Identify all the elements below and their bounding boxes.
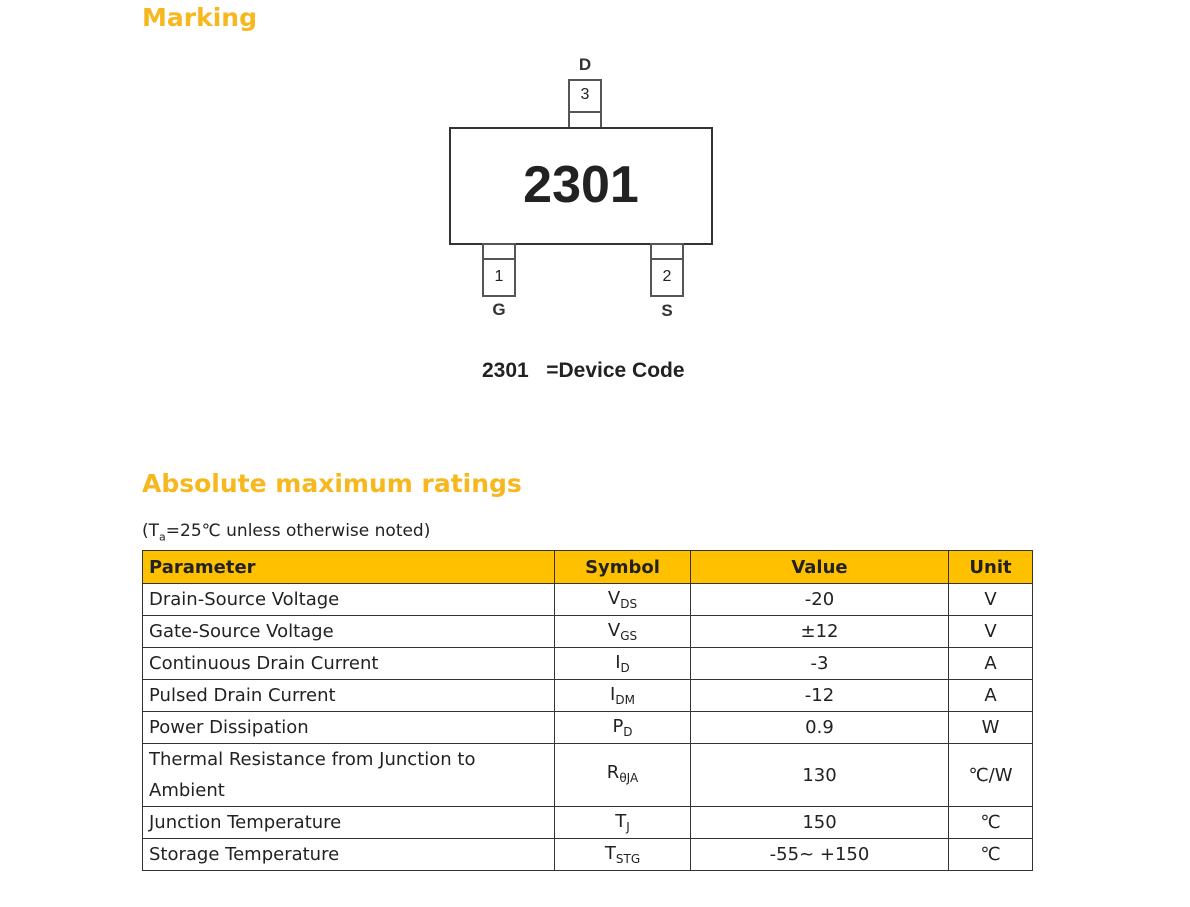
table-row [143, 648, 1033, 680]
value-cell: 0.9 [691, 712, 949, 744]
header-value: Value [691, 551, 949, 584]
symbol-cell [555, 584, 691, 616]
unit-cell: ℃ [949, 839, 1033, 871]
pin-2-number: 2 [662, 268, 672, 285]
note-suffix: =25℃ unless otherwise noted) [165, 521, 431, 541]
pin-3-divider [568, 111, 602, 113]
symbol-main: I [615, 652, 621, 673]
note-subscript: a [159, 530, 166, 544]
parameter-line-2: Ambient [149, 780, 225, 801]
ratings-table [142, 550, 1033, 871]
marking-title: Marking [142, 3, 257, 32]
symbol-cell [555, 616, 691, 648]
table-row [143, 680, 1033, 712]
parameter-cell: Storage Temperature [143, 839, 555, 871]
table-row [143, 744, 1033, 807]
unit-cell: ℃ [949, 807, 1033, 839]
table-row [143, 807, 1033, 839]
symbol-cell [555, 712, 691, 744]
pin-3-number: 3 [580, 86, 590, 103]
unit-cell: V [949, 584, 1033, 616]
ratings-table-body [143, 584, 1033, 871]
symbol-subscript: θJA [619, 770, 639, 785]
symbol-subscript: STG [615, 852, 641, 866]
table-row [143, 616, 1033, 648]
parameter-cell: Gate-Source Voltage [143, 616, 555, 648]
symbol-cell [555, 680, 691, 712]
device-code-marking: 2301 [523, 156, 639, 214]
unit-cell: V [949, 616, 1033, 648]
parameter-cell: Drain-Source Voltage [143, 584, 555, 616]
symbol-main: I [610, 684, 616, 705]
header-symbol: Symbol [555, 551, 691, 584]
pin-g-label: G [492, 300, 506, 319]
symbol-main: T [615, 811, 627, 832]
parameter-cell: Continuous Drain Current [143, 648, 555, 680]
symbol-subscript: GS [620, 629, 638, 643]
symbol-main: V [607, 620, 621, 641]
symbol-main: V [607, 588, 621, 609]
symbol-main: P [612, 716, 624, 737]
value-cell: 130 [691, 744, 949, 807]
symbol-cell [555, 648, 691, 680]
value-cell: -3 [691, 648, 949, 680]
pin-d-label: D [578, 55, 592, 74]
table-row [143, 712, 1033, 744]
table-header-row [143, 551, 1033, 584]
table-row [143, 839, 1033, 871]
unit-cell: ℃/W [949, 744, 1033, 807]
parameter-cell: Junction Temperature [143, 807, 555, 839]
legend-code: 2301 [482, 359, 529, 382]
value-cell: ±12 [691, 616, 949, 648]
parameter-cell: Power Dissipation [143, 712, 555, 744]
symbol-subscript: D [623, 725, 633, 739]
table-row [143, 584, 1033, 616]
symbol-main: R [606, 761, 620, 783]
device-code-legend [482, 359, 685, 383]
note-prefix: (T [142, 521, 160, 541]
symbol-subscript: J [626, 820, 630, 834]
unit-cell: A [949, 648, 1033, 680]
parameter-line-1: Thermal Resistance from Junction to [149, 749, 476, 770]
header-unit: Unit [949, 551, 1033, 584]
header-parameter: Parameter [143, 551, 555, 584]
ambient-temperature-note [142, 521, 430, 543]
pin-1-divider [482, 258, 516, 260]
package-diagram [0, 0, 1190, 420]
unit-cell: A [949, 680, 1033, 712]
symbol-subscript: D [620, 661, 630, 675]
value-cell: -12 [691, 680, 949, 712]
symbol-cell [555, 807, 691, 839]
parameter-cell [143, 744, 555, 807]
symbol-cell [555, 839, 691, 871]
pin-2-divider [650, 258, 684, 260]
value-cell: 150 [691, 807, 949, 839]
value-cell: -55~ +150 [691, 839, 949, 871]
value-cell: -20 [691, 584, 949, 616]
legend-text: =Device Code [546, 359, 685, 382]
symbol-cell [555, 744, 691, 807]
unit-cell: W [949, 712, 1033, 744]
pin-1-number: 1 [494, 268, 504, 285]
symbol-main: T [604, 843, 616, 864]
symbol-subscript: DM [615, 693, 635, 707]
pin-s-label: S [661, 301, 673, 320]
parameter-cell: Pulsed Drain Current [143, 680, 555, 712]
symbol-subscript: DS [620, 597, 638, 611]
absolute-max-ratings-title: Absolute maximum ratings [142, 469, 522, 498]
